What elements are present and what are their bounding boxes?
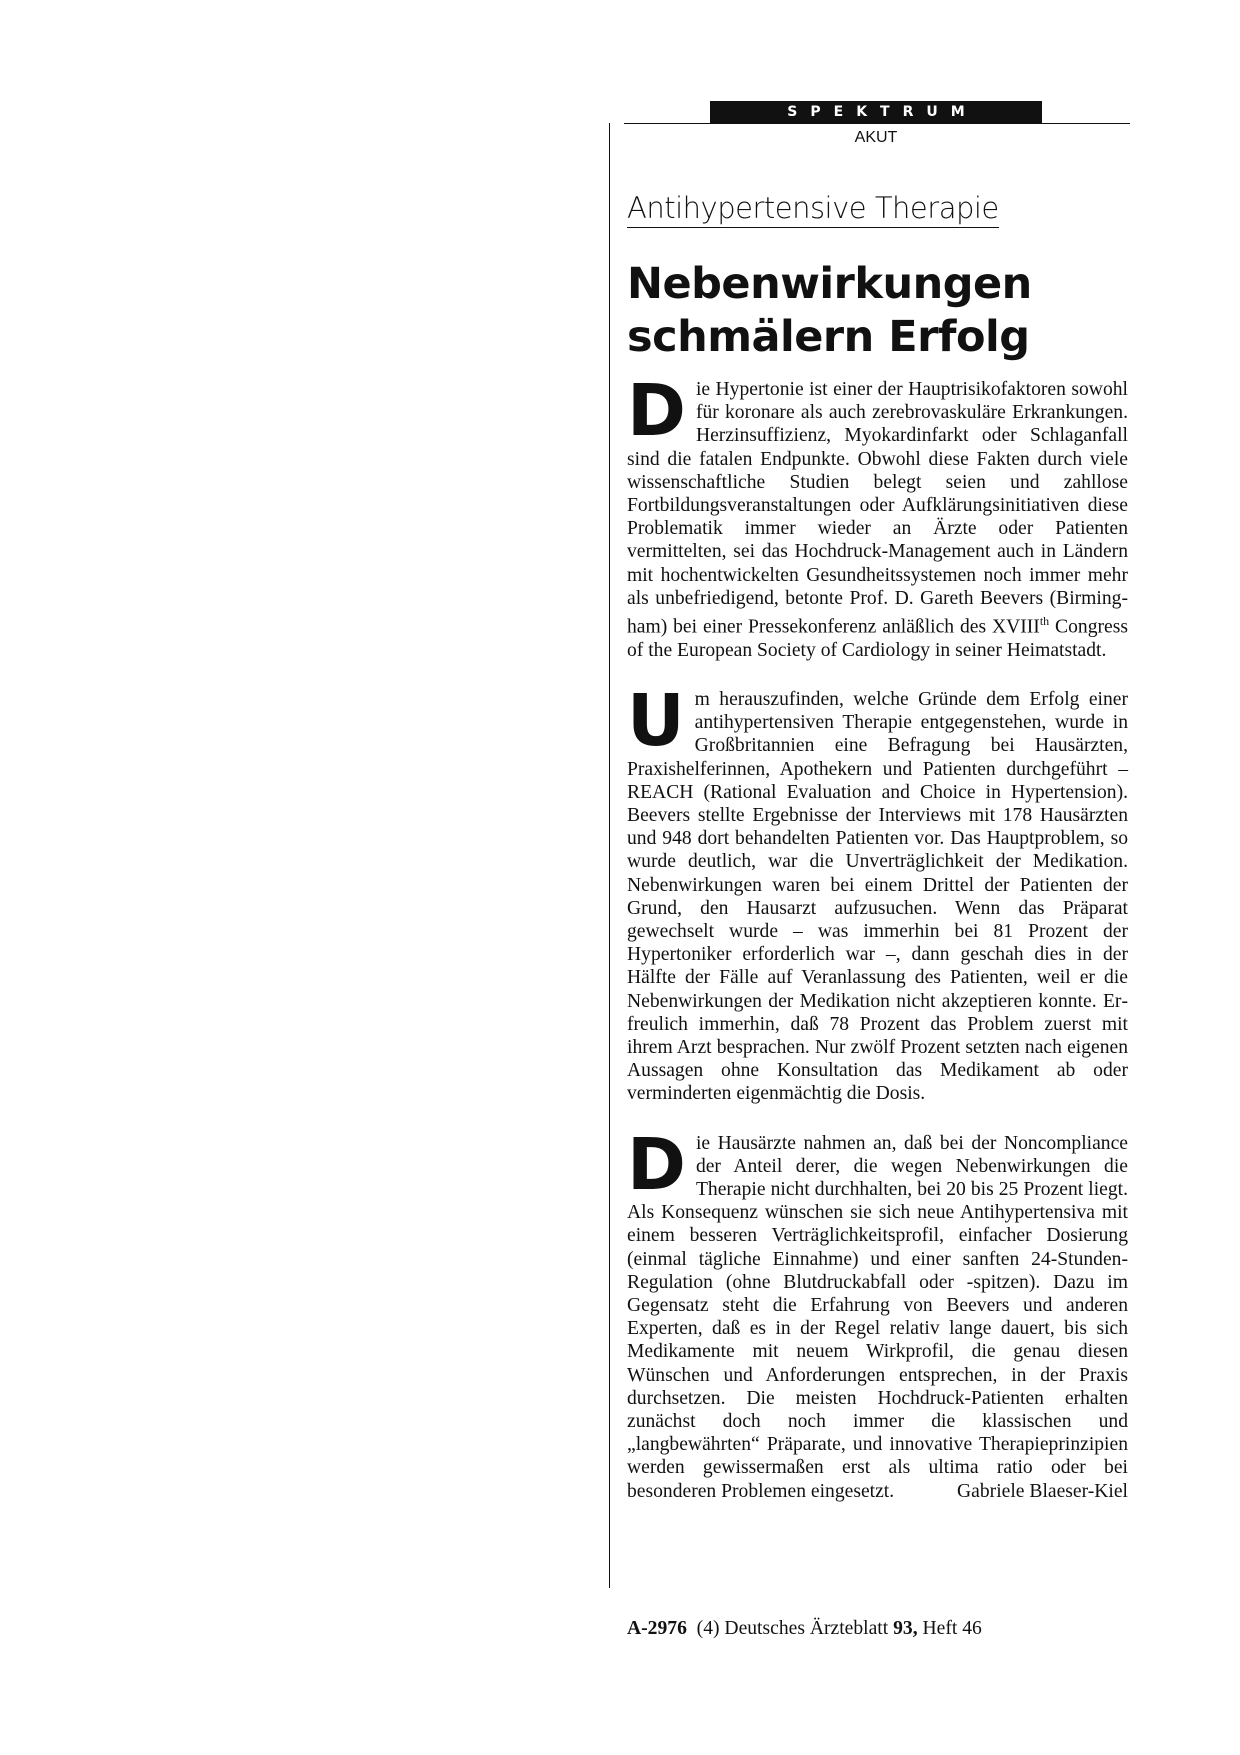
paragraph-1 <box>627 369 1128 662</box>
paragraph-text: m herauszufinden, welche Gründe dem Erfolg einer antihypertensiven Therapie entgegenstehen, wurde in Großbritannien eine Befragung bei Hausärzten, Praxishelferinnen, Apothekern und Patienten durchgeführt – REACH (Rational Evaluation and Choice in Hypertension). Beevers stellte Ergebnisse der Interviews mit 178 Hausärzten und 948 dort behandelten Patienten vor. Das Hauptproblem, so wurde deutlich, war die Unverträglichkeit der Medikation. Nebenwirkungen waren bei einem Drittel der Patienten der Grund, den Hausarzt aufzusuchen. Wenn das Präparat gewechselt wurde – was immerhin bei 81 Prozent der Hypertoniker erforderlich war –, dann geschah dies in der Hälfte der Fälle auf Veranlassung des Patienten, weil er die Nebenwirkungen der Medikation nicht akzeptieren konnte. Erfreulich immerhin, daß 78 Prozent das Problem zuerst mit ihrem Arzt besprachen. Nur zwölf Prozent setzten nach eigenen Aussagen ohne Konsultation das Medikament ab oder verminderten eigenmächtig die Dosis. <box>627 688 1128 1105</box>
issue-number: Heft 46 <box>922 1618 982 1639</box>
paragraph-2 <box>627 678 1128 1106</box>
journal-name: (4) Deutsches Ärzteblatt <box>696 1618 889 1639</box>
paragraph-text-tail: Congress of the European Society of Cardiology in seiner Heimatstadt. <box>627 616 1128 661</box>
article-headline <box>627 258 1032 364</box>
section-banner: SPEKTRUM <box>710 101 1042 123</box>
headline-line-1: Nebenwirkungen <box>627 259 1032 309</box>
page-footer <box>627 1618 982 1640</box>
article-kicker: Antihypertensive Therapie <box>627 191 999 228</box>
drop-cap: D <box>627 369 686 452</box>
column-rule <box>609 123 610 1588</box>
article-body <box>627 369 1128 1529</box>
page-number: A-2976 <box>627 1618 687 1639</box>
paragraph-3 <box>627 1122 1128 1503</box>
drop-cap: U <box>627 678 685 762</box>
volume-number: 93, <box>893 1618 918 1639</box>
paragraph-text: ie Hypertonie ist einer der Hauptrisikofaktoren sowohl für koronare als auch zerebrovaskuläre Erkrankungen. Herzinsuffizienz, Myokardinfarkt oder Schlaganfall sind die fatalen Endpunkte. Obwohl diese Fakten durch viele wissenschaftliche Studien belegt seien und zahllose Fortbildungsveranstaltungen oder Aufklärungsinitiativen diese Problematik immer wieder an Ärzte oder Patienten vermittelten, sei das Hochdruck-Management auch in Ländern mit hochentwickelten Gesundheitssystemen noch immer mehr als unbefriedigend, betonte Prof. D. Gareth Beevers (Birmingham) bei einer Pressekonferenz anläßlich des XVIII <box>627 379 1128 638</box>
subsection-label: AKUT <box>854 129 898 146</box>
paragraph-text: ie Hausärzte nahmen an, daß bei der Noncompliance der Anteil derer, die wegen Nebenwirkungen die Therapie nicht durchhalten, bei 20 bis 25 Prozent liegt. Als Konsequenz wünschen sie sich neue Antihypertensiva mit einem besseren Verträglichkeitsprofil, einfacher Dosierung (einmal tägliche Einnahme) und einer sanften 24-Stunden-Regulation (ohne Blutdruckabfall oder -spitzen). Dazu im Gegensatz steht die Erfahrung von Beevers und anderen Experten, daß es in der Regel relativ lange dauert, bis sich Medikamente mit neuem Wirkprofil, die genau diesen Wünschen und Anforderungen entsprechen, in der Praxis durchsetzen. Die meisten Hochdruck-Patienten erhalten zunächst doch noch immer die klassischen und „langbewährten“ Präparate, und innovative Therapieprinzipien werden gewissermaßen erst als ultima ratio oder bei besonderen Problemen eingesetzt. <box>627 1132 1128 1502</box>
superscript: th <box>1039 614 1050 629</box>
headline-line-2: schmälern Erfolg <box>627 312 1030 362</box>
author-signature: Gabriele Blaeser-Kiel <box>957 1480 1128 1502</box>
header-rule <box>624 123 1130 124</box>
drop-cap: D <box>627 1122 686 1206</box>
